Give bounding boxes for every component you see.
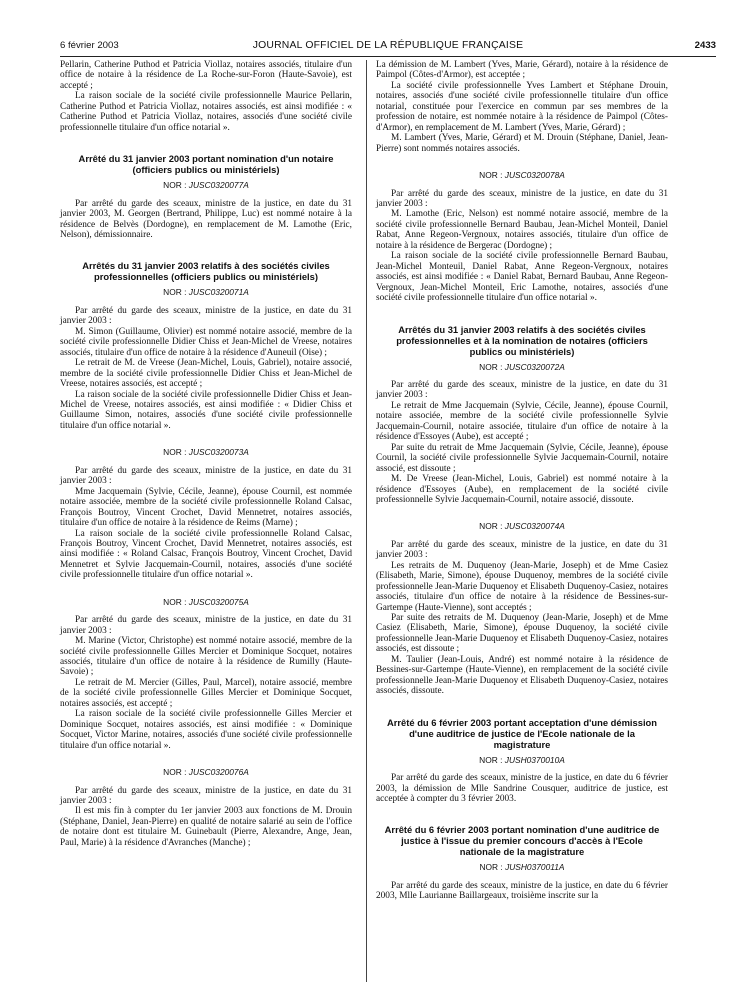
body-paragraph: La société civile professionnelle Yves Lambert et Stéphane Drouin, notaires, associés d'une société civile professionnelle titulaire d'un office notarial, constituée pour l'exercice en commun par ses membres de la profession de notaire, est nommée notaire à la résidence de Paimpol (Côtes-d'Armor), en remplacement de M. Lambert (Yves, Marie, Gérard) ; [376, 80, 668, 133]
body-paragraph: La démission de M. Lambert (Yves, Marie, Gérard), notaire à la résidence de Paimpol (Côtes-d'Armor), est acceptée ; [376, 60, 668, 81]
nor-code: JUSC0320075A [188, 596, 249, 607]
nor-code: JUSC0320078A [504, 170, 565, 181]
nor-label: NOR : [163, 287, 187, 298]
nor-code: JUSH0370011A [505, 862, 565, 873]
decree-section [60, 260, 352, 431]
decree-section [60, 447, 352, 580]
nor-code: JUSC0320074A [504, 521, 565, 532]
body-paragraph: M. Simon (Guillaume, Olivier) est nommé notaire associé, membre de la société civile professionnelle Didier Chiss et Jean-Michel de Vreese, notaires associés, titulaire d'un office de notaire à la résidence d'Auneuil (Oise) ; [60, 326, 352, 358]
decree-section [376, 824, 668, 901]
nor-code: JUSC0320072A [504, 361, 565, 372]
body-paragraph: La raison sociale de la société civile professionnelle Maurice Pellarin, Catherine Puthod et Patricia Viollaz, notaires associés, est ainsi modifiée : « Catherine Puthod et Patricia Viollaz, notaires, associés d'une société civile professionnelle titulaire d'un office notarial ». [60, 91, 352, 133]
decree-section [376, 521, 668, 696]
nor-reference [376, 862, 668, 872]
decree-heading: Arrêté du 6 février 2003 portant acceptation d'une démission d'une auditrice de justice de l'Ecole nationale de la magistrature [386, 716, 658, 750]
body-paragraph: Par arrêté du garde des sceaux, ministre de la justice, en date du 31 janvier 2003 : [376, 379, 668, 401]
nor-label: NOR : [163, 180, 187, 191]
body-paragraph: Par arrêté du garde des sceaux, ministre de la justice, en date du 31 janvier 2003, M. Georgen (Bertrand, Philippe, Luc) est nommé notaire à la résidence de Belvès (Dordogne), en remplacement de M. Lamothe (Eric, Nelson), démissionnaire. [60, 198, 352, 240]
body-paragraph: La raison sociale de la société civile professionnelle Roland Calsac, François Boutroy, Vincent Crochet, David Mennetret, notaires associés, est ainsi modifiée : « Roland Calsac, François Boutroy, Vincent Crochet, David Mennetret et Sylvie Jacquemain-Cournil, notaires, associés d'une société civile professionnelle titulaire d'un office notarial ». [60, 528, 352, 581]
column-separator [366, 60, 367, 982]
body-paragraph: Par arrêté du garde des sceaux, ministre de la justice, en date du 31 janvier 2003 : [60, 305, 352, 327]
decree-heading: Arrêté du 6 février 2003 portant nomination d'une auditrice de justice à l'issue du premier concours d'accès à l'Ecole nationale de la magistrature [384, 824, 660, 858]
body-paragraph: La raison sociale de la société civile professionnelle Bernard Baubau, Jean-Michel Monteuil, Daniel Rabat, Anne Regeon-Vergnoux, notaires associés, est ainsi modifiée : « Daniel Rabat, Bernard Baubau, Anne Regeon-Vergnoux, Jean-Michel Monteil, Eric Lamothe, notaires, associés d'une société civile professionnelle titulaire d'un office notarial ». [376, 251, 668, 304]
nor-reference [60, 447, 352, 457]
body-paragraph: Par arrêté du garde des sceaux, ministre de la justice, en date du 6 février 2003, la démission de Mlle Sandrine Cousquer, auditrice de justice, est acceptée à compter du 3 février 2003. [376, 773, 668, 805]
nor-reference [376, 755, 668, 765]
body-paragraph: La raison sociale de la société civile professionnelle Didier Chiss et Jean-Michel de Vreese, notaires associés, est ainsi modifiée : « Didier Chiss et Guillaume Simon, notaires, associés d'une société civile professionnelle titulaire d'un office notarial ». [60, 389, 352, 431]
nor-label: NOR : [479, 361, 503, 372]
nor-reference [60, 180, 352, 190]
nor-reference [60, 767, 352, 777]
body-paragraph: M. Marine (Victor, Christophe) est nommé notaire associé, membre de la société civile professionnelle Gilles Mercier et Dominique Socquet, notaires associés, titulaire d'un office de notaire à la résidence de Rumilly (Haute-Savoie) ; [60, 636, 352, 678]
nor-label: NOR : [479, 862, 503, 873]
nor-reference [376, 521, 668, 531]
body-paragraph: Par arrêté du garde des sceaux, ministre de la justice, en date du 31 janvier 2003 : [60, 785, 352, 807]
nor-reference [376, 362, 668, 372]
body-paragraph: Pellarin, Catherine Puthod et Patricia Viollaz, notaires associés, titulaire d'un office de notaire à la résidence de La Roche-sur-Foron (Haute-Savoie), est accepté ; [60, 60, 352, 91]
body-paragraph: La raison sociale de la société civile professionnelle Gilles Mercier et Dominique Socquet, notaires associés, est ainsi modifiée : « Dominique Socquet, Victor Marine, notaires, associés d'une société civile professionnelle titulaire d'un office notarial ». [60, 709, 352, 751]
nor-label: NOR : [163, 767, 187, 778]
nor-code: JUSC0320077A [188, 180, 249, 191]
nor-label: NOR : [163, 596, 187, 607]
body-paragraph: Par arrêté du garde des sceaux, ministre de la justice, en date du 31 janvier 2003 : [60, 615, 352, 636]
body-paragraph: Mme Jacquemain (Sylvie, Cécile, Jeanne), épouse Cournil, est nommée notaire associée, membre de la société civile professionnelle Roland Calsac, François Boutroy, Vincent Crochet, David Mennetret, notaires associés, titulaire d'un office de notaire à la résidence de Reims (Marne) ; [60, 486, 352, 529]
nor-label: NOR : [479, 754, 503, 765]
journal-title: JOURNAL OFFICIEL DE LA RÉPUBLIQUE FRANÇAISE [252, 40, 524, 51]
page-header [60, 40, 716, 54]
decree-section [376, 324, 668, 506]
decree-section [60, 597, 352, 751]
nor-reference [60, 597, 352, 607]
body-paragraph: Par arrêté du garde des sceaux, ministre de la justice, en date du 31 janvier 2003 : [376, 188, 668, 209]
decree-section [60, 153, 352, 240]
page-number: 2433 [694, 40, 716, 51]
decree-heading: Arrêtés du 31 janvier 2003 relatifs à des sociétés civiles professionnelles (officiers publics ou ministériels) [82, 260, 330, 283]
body-paragraph: Par arrêté du garde des sceaux, ministre de la justice, en date du 31 janvier 2003 : [376, 539, 668, 561]
body-paragraph: Les retraits de M. Duquenoy (Jean-Marie, Joseph) et de Mme Casiez (Elisabeth, Marie, Simone), épouse Duquenoy, membres de la société civile professionnelle Jean-Marie Duquenoy et Elisabeth Duquenoy-Casiez, notaires associés, titulaire d'un office de notaire à la résidence de Bessines-sur-Gartempe (Haute-Vienne), sont acceptés ; [376, 560, 668, 613]
nor-label: NOR : [479, 521, 503, 532]
nor-code: JUSH0370010A [504, 754, 565, 765]
nor-reference [376, 170, 668, 180]
nor-code: JUSC0320073A [188, 447, 249, 458]
body-paragraph: Par suite des retraits de M. Duquenoy (Jean-Marie, Joseph) et de Mme Casiez (Elisabeth, Marie, Simone), épouse Duquenoy, la société civile professionnelle Jean-Marie Duquenoy et Elisabeth Duquenoy-Casiez, notaires associés, est dissoute ; [376, 613, 668, 655]
body-paragraph: Par arrêté du garde des sceaux, ministre de la justice, en date du 31 janvier 2003 : [60, 465, 352, 487]
body-paragraph: Le retrait de Mme Jacquemain (Sylvie, Cécile, Jeanne), épouse Cournil, notaire associée, membre de la société civile professionnelle Sylvie Jacquemain-Cournil, notaire associée, titulaire d'un office de notaire à la résidence d'Essoyes (Aube), est accepté ; [376, 400, 668, 443]
body-paragraph: Par arrêté du garde des sceaux, ministre de la justice, en date du 6 février 2003, Mlle Laurianne Baillargeaux, troisième inscrite sur la [376, 880, 668, 902]
body-paragraph: Il est mis fin à compter du 1er janvier 2003 aux fonctions de M. Drouin (Stéphane, Daniel, Jean-Pierre) en qualité de notaire salarié au sein de l'office de notaire dont est titulaire M. Guinebault (Pierre, Alexandre, Ange, Jean, Paul, Marie) à la résidence d'Avranches (Manche) ; [60, 806, 352, 848]
nor-label: NOR : [163, 447, 187, 458]
body-paragraph: M. Lamothe (Eric, Nelson) est nommé notaire associé, membre de la société civile professionnelle Bernard Baubau, Jean-Michel Monteil, Daniel Rabat, Anne Regeon-Vergnoux, notaires associés, titulaire d'un office de notaire à la résidence de Bergerac (Dordogne) ; [376, 209, 668, 251]
body-paragraph: Le retrait de M. Mercier (Gilles, Paul, Marcel), notaire associé, membre de la société civile professionnelle Gilles Mercier et Dominique Socquet, notaires associés, est accepté ; [60, 677, 352, 709]
nor-code: JUSC0320076A [188, 767, 249, 778]
header-date: 6 février 2003 [60, 40, 119, 51]
right-column [376, 60, 668, 902]
header-rule [60, 56, 716, 57]
decree-section [376, 170, 668, 303]
body-paragraph: Par suite du retrait de Mme Jacquemain (Sylvie, Cécile, Jeanne), épouse Cournil, la société civile professionnelle Sylvie Jacquemain-Cournil, notaire associé, est dissoute ; [376, 442, 668, 474]
decree-heading: Arrêtés du 31 janvier 2003 relatifs à des sociétés civiles professionnelles et à la nomination de notaires (officiers publics ou ministériels) [396, 323, 648, 357]
decree-section [376, 717, 668, 805]
body-paragraph: M. De Vreese (Jean-Michel, Louis, Gabriel) est nommé notaire à la résidence d'Essoyes (Aube), en remplacement de la société civile professionnelle Sylvie Jacquemain-Cournil, notaire associé, dissoute. [376, 474, 668, 505]
decree-heading: Arrêté du 31 janvier 2003 portant nomination d'un notaire (officiers publics ou ministériels) [78, 153, 334, 176]
body-paragraph: M. Taulier (Jean-Louis, André) est nommé notaire à la résidence de Bessines-sur-Gartempe (Haute-Vienne), en remplacement de la société civile professionnelle Jean-Marie Duquenoy et Elisabeth Duquenoy-Casiez, notaires associés, dissoute. [376, 654, 668, 697]
nor-reference [60, 287, 352, 297]
body-paragraph: Le retrait de M. de Vreese (Jean-Michel, Louis, Gabriel), notaire associé, membre de la société civile professionnelle Didier Chiss et Jean-Michel de Vreese, notaires associés, est accepté ; [60, 358, 352, 390]
left-column [60, 60, 352, 848]
nor-code: JUSC0320071A [188, 287, 249, 298]
body-paragraph: M. Lambert (Yves, Marie, Gérard) et M. Drouin (Stéphane, Daniel, Jean-Pierre) sont nommés notaires associés. [376, 133, 668, 154]
nor-label: NOR : [479, 170, 503, 181]
decree-section [60, 767, 352, 848]
